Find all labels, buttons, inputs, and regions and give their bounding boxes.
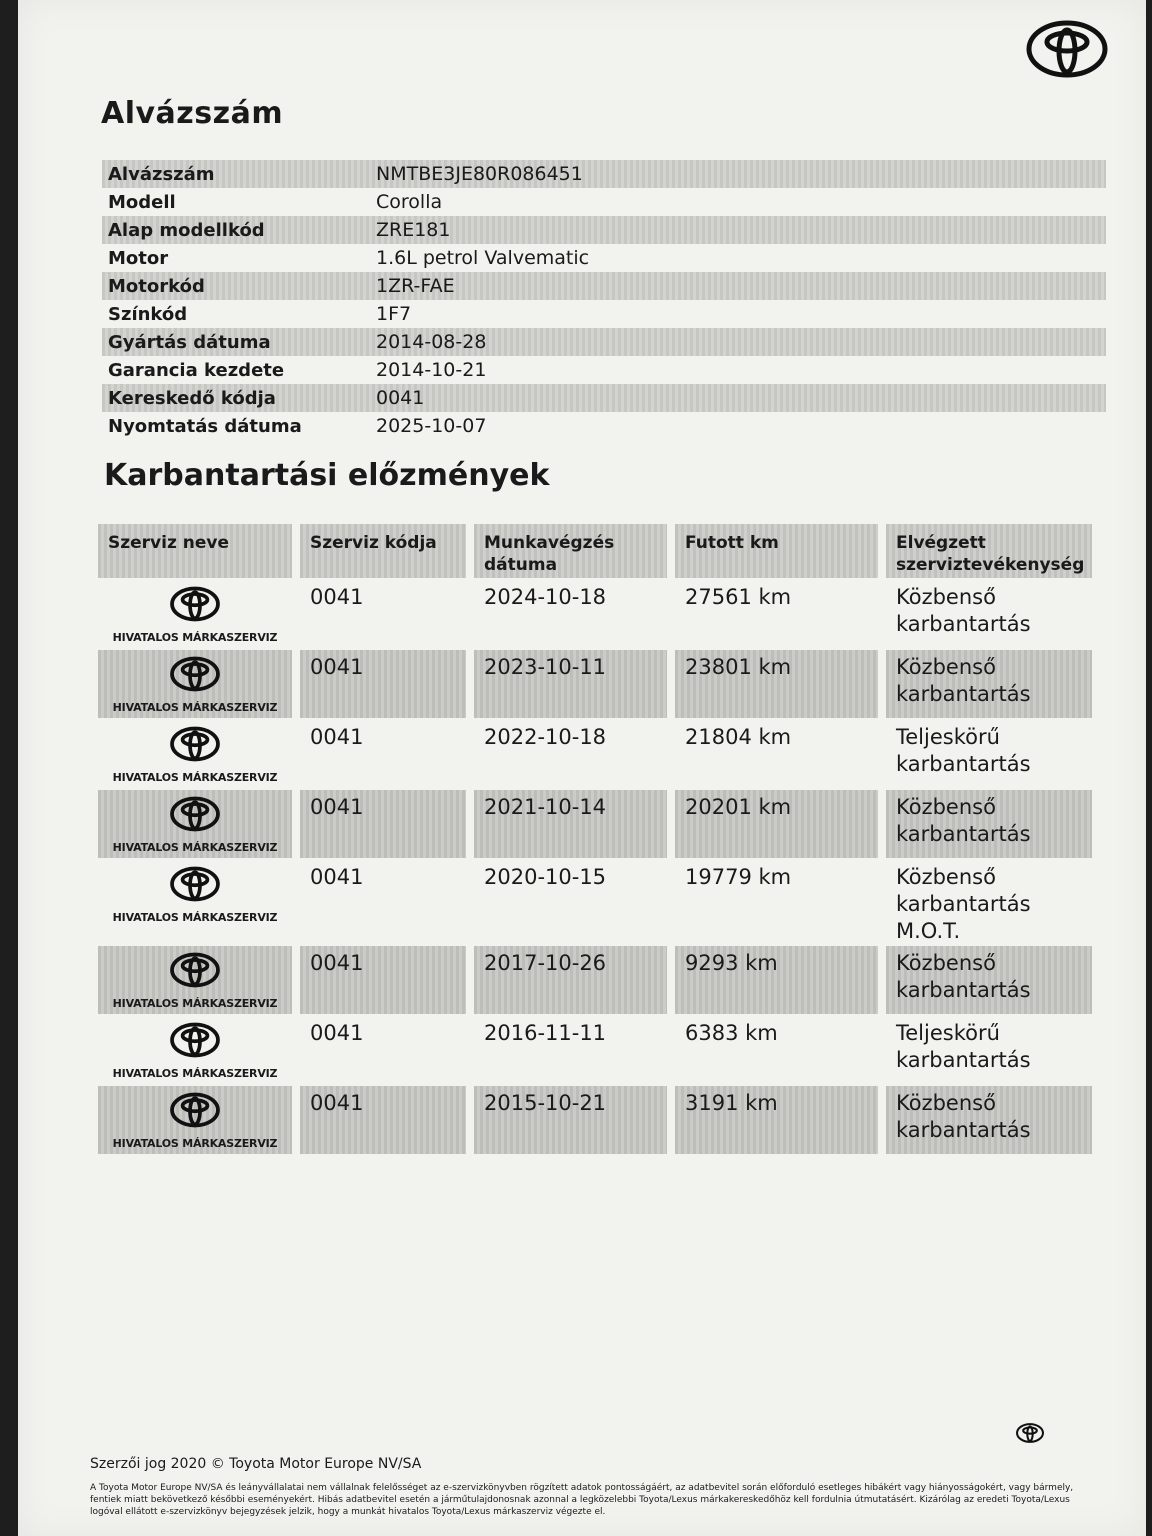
maintenance-table xyxy=(98,524,1108,1156)
header-service-name: Szerviz neve xyxy=(98,524,292,578)
info-row xyxy=(102,216,1106,244)
service-brand-label: HIVATALOS MÁRKASZERVIZ xyxy=(112,701,278,714)
service-code-cell: 0041 xyxy=(300,790,466,858)
service-name-cell xyxy=(98,1086,292,1154)
table-row xyxy=(98,580,1108,648)
service-code-cell: 0041 xyxy=(300,1086,466,1154)
info-row xyxy=(102,300,1106,328)
header-service-code: Szerviz kódja xyxy=(300,524,466,578)
document-page xyxy=(18,0,1146,1536)
mileage-cell: 23801 km xyxy=(675,650,878,718)
info-value: 1.6L petrol Valvematic xyxy=(376,247,590,269)
toyota-logo-icon xyxy=(1026,20,1108,78)
info-label: Gyártás dátuma xyxy=(108,331,271,353)
service-brand-label: HIVATALOS MÁRKASZERVIZ xyxy=(112,1137,278,1150)
info-label: Modell xyxy=(108,191,176,213)
toyota-logo-icon xyxy=(169,1092,221,1128)
service-brand-label: HIVATALOS MÁRKASZERVIZ xyxy=(112,631,278,644)
service-brand-label: HIVATALOS MÁRKASZERVIZ xyxy=(112,841,278,854)
info-value: 2014-10-21 xyxy=(376,359,487,381)
info-row xyxy=(102,384,1106,412)
service-code-cell: 0041 xyxy=(310,725,364,749)
info-label: Motorkód xyxy=(108,275,205,297)
toyota-logo-icon xyxy=(169,656,221,692)
toyota-logo-icon xyxy=(169,1022,221,1058)
work-date-cell: 2023-10-11 xyxy=(474,650,667,718)
work-date-cell: 2022-10-18 xyxy=(484,725,607,749)
table-header-row xyxy=(98,524,1108,578)
activity-cell: Közbenső karbantartás xyxy=(896,585,1031,636)
table-row xyxy=(98,1016,1108,1084)
activity-cell: Teljeskörű karbantartás xyxy=(896,725,1031,776)
service-name-cell xyxy=(98,720,292,788)
table-row xyxy=(98,1086,1108,1154)
info-value: 1F7 xyxy=(376,303,412,325)
info-label: Nyomtatás dátuma xyxy=(108,415,302,437)
service-brand-label: HIVATALOS MÁRKASZERVIZ xyxy=(112,911,278,924)
info-value: ZRE181 xyxy=(376,219,451,241)
service-name-cell xyxy=(98,946,292,1014)
toyota-logo-icon xyxy=(169,866,221,902)
table-row xyxy=(98,946,1108,1014)
service-brand-label: HIVATALOS MÁRKASZERVIZ xyxy=(112,771,278,784)
info-label: Kereskedő kódja xyxy=(108,387,276,409)
service-code-cell: 0041 xyxy=(300,946,466,1014)
header-mileage: Futott km xyxy=(675,524,878,578)
info-row xyxy=(102,244,1106,272)
table-row xyxy=(98,860,1108,944)
info-label: Alap modellkód xyxy=(108,219,265,241)
mileage-cell: 9293 km xyxy=(675,946,878,1014)
service-name-cell xyxy=(98,650,292,718)
activity-cell: Közbenső karbantartás xyxy=(886,790,1092,858)
service-code-cell: 0041 xyxy=(310,585,364,609)
info-value: NMTBE3JE80R086451 xyxy=(376,163,583,185)
service-name-cell xyxy=(98,580,292,648)
service-brand-label: HIVATALOS MÁRKASZERVIZ xyxy=(112,997,278,1010)
activity-cell: Közbenső karbantartás xyxy=(886,1086,1092,1154)
service-name-cell xyxy=(98,860,292,944)
info-value: Corolla xyxy=(376,191,443,213)
service-code-cell: 0041 xyxy=(310,865,364,889)
info-row xyxy=(102,356,1106,384)
maintenance-section-title: Karbantartási előzmények xyxy=(104,458,550,493)
info-value: 1ZR-FAE xyxy=(376,275,455,297)
vehicle-info-table xyxy=(102,160,1106,440)
info-value: 2025-10-07 xyxy=(376,415,487,437)
header-work-date: Munkavégzés dátuma xyxy=(474,524,667,578)
info-label: Színkód xyxy=(108,303,188,325)
work-date-cell: 2024-10-18 xyxy=(484,585,607,609)
info-label: Garancia kezdete xyxy=(108,359,285,381)
copyright-text: Szerzői jog 2020 © Toyota Motor Europe NV/SA xyxy=(90,1456,422,1472)
mileage-cell: 20201 km xyxy=(675,790,878,858)
mileage-cell: 19779 km xyxy=(685,865,792,889)
info-row xyxy=(102,412,1106,440)
table-row xyxy=(98,720,1108,788)
info-label: Alvázszám xyxy=(108,163,215,185)
service-code-cell: 0041 xyxy=(310,1021,364,1045)
mileage-cell: 21804 km xyxy=(685,725,792,749)
info-row xyxy=(102,188,1106,216)
mileage-cell: 27561 km xyxy=(685,585,792,609)
disclaimer-text: A Toyota Motor Europe NV/SA és leányvállalatai nem vállalnak felelősséget az e-szervizkönyvben rögzített adatok pontosságáért, az adatbevitel során előforduló esetleges hibákért vagy hiányosságokért, vagy bármely, fentiek miatt bekövetkező későbbi eseményekért. Hibás adatbevitel esetén a járműtulajdonosnak azonnal a legközelebbi Toyota/Lexus márkakereskedőhöz kell fordulnia útmutatásért. Kizárólag az eredeti Toyota/Lexus logóval ellátott e-szervizkönyv bejegyzések jelzik, hogy a munkát hivatalos Toyota/Lexus márkaszerviz végezte el. xyxy=(90,1483,1074,1517)
info-row xyxy=(102,272,1106,300)
toyota-logo-small-icon xyxy=(1016,1423,1044,1443)
work-date-cell: 2020-10-15 xyxy=(484,865,607,889)
activity-cell: Teljeskörű karbantartás xyxy=(896,1021,1031,1072)
work-date-cell: 2017-10-26 xyxy=(474,946,667,1014)
toyota-logo-icon xyxy=(169,796,221,832)
service-code-cell: 0041 xyxy=(300,650,466,718)
toyota-logo-icon xyxy=(169,726,221,762)
activity-cell: Közbenső karbantartás xyxy=(886,650,1092,718)
activity-cell: Közbenső karbantartás M.O.T. xyxy=(896,865,1031,943)
service-name-cell xyxy=(98,790,292,858)
table-row xyxy=(98,790,1108,858)
toyota-logo-icon xyxy=(169,586,221,622)
header-activity: Elvégzett szerviztevékenység xyxy=(886,524,1092,578)
mileage-cell: 3191 km xyxy=(675,1086,878,1154)
work-date-cell: 2016-11-11 xyxy=(484,1021,607,1045)
work-date-cell: 2021-10-14 xyxy=(474,790,667,858)
activity-cell: Közbenső karbantartás xyxy=(886,946,1092,1014)
table-row xyxy=(98,650,1108,718)
info-row xyxy=(102,160,1106,188)
info-label: Motor xyxy=(108,247,169,269)
info-row xyxy=(102,328,1106,356)
mileage-cell: 6383 km xyxy=(685,1021,778,1045)
info-value: 2014-08-28 xyxy=(376,331,487,353)
work-date-cell: 2015-10-21 xyxy=(474,1086,667,1154)
service-brand-label: HIVATALOS MÁRKASZERVIZ xyxy=(112,1067,278,1080)
service-name-cell xyxy=(98,1016,292,1084)
vin-section-title: Alvázszám xyxy=(101,96,284,131)
info-value: 0041 xyxy=(376,387,425,409)
toyota-logo-icon xyxy=(169,952,221,988)
